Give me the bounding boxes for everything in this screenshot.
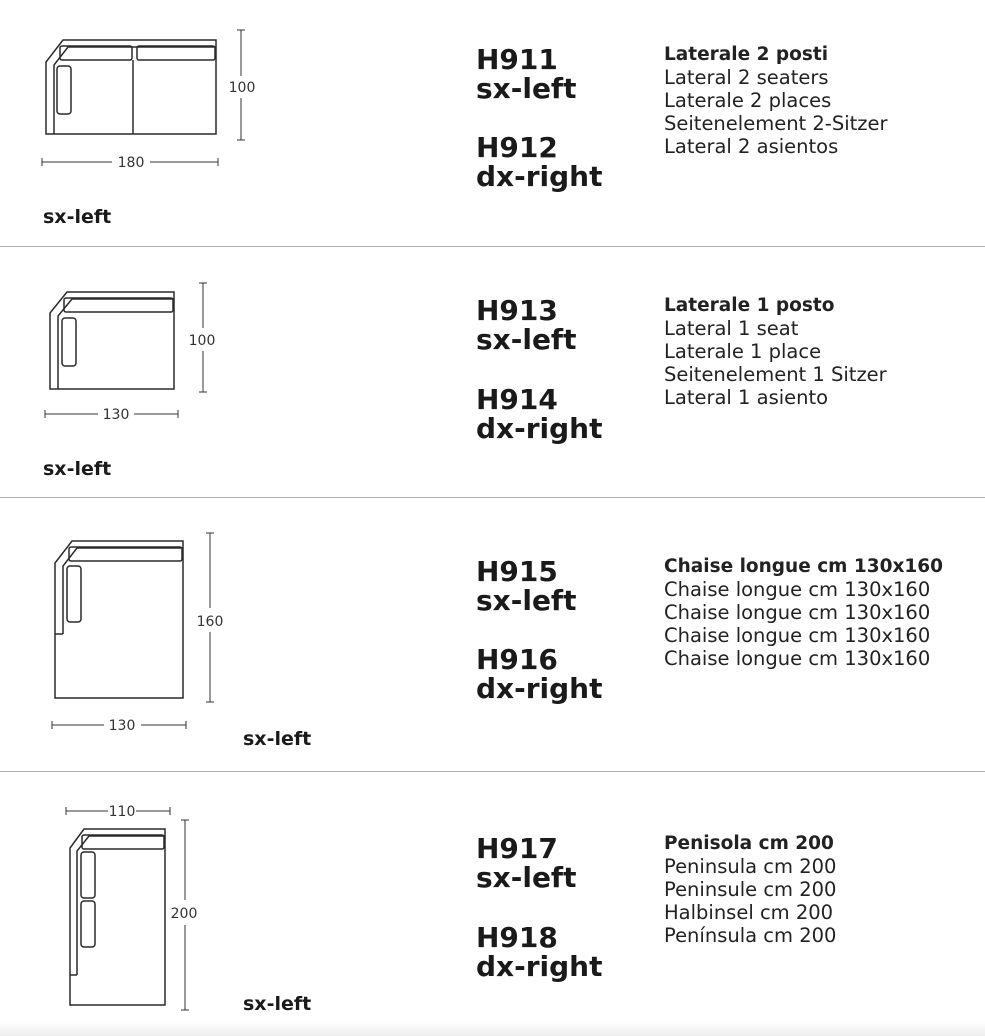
code-side: sx-left bbox=[476, 323, 577, 356]
code-number: H918 bbox=[476, 921, 558, 954]
product-code-left bbox=[476, 45, 577, 103]
product-code-left bbox=[476, 557, 577, 615]
translation-de: Seitenelement 1 Sitzer bbox=[664, 363, 887, 386]
code-side: sx-left bbox=[476, 584, 577, 617]
lateral-1-seat-drawing bbox=[50, 292, 174, 389]
depth-dimension-label: 160 bbox=[196, 614, 224, 630]
chaise-longue-drawing bbox=[55, 541, 183, 698]
translation-fr: Chaise longue cm 130x160 bbox=[664, 601, 931, 624]
depth-dimension-label: 200 bbox=[170, 906, 198, 922]
product-code-right bbox=[476, 385, 603, 443]
code-number: H911 bbox=[476, 43, 558, 76]
translation-en: Lateral 1 seat bbox=[664, 317, 799, 340]
page-bottom-edge bbox=[0, 1022, 985, 1036]
product-description bbox=[664, 832, 836, 947]
code-side: sx-left bbox=[476, 861, 577, 894]
translation-es: Lateral 2 asientos bbox=[664, 135, 839, 158]
code-number: H915 bbox=[476, 555, 558, 588]
side-label: sx-left bbox=[243, 993, 312, 1015]
code-number: H914 bbox=[476, 383, 558, 416]
code-side: sx-left bbox=[476, 72, 577, 105]
code-side: dx-right bbox=[476, 160, 603, 193]
translation-es: Lateral 1 asiento bbox=[664, 386, 829, 409]
translation-fr: Laterale 1 place bbox=[664, 340, 822, 363]
product-title: Laterale 1 posto bbox=[664, 295, 835, 316]
product-description bbox=[664, 294, 887, 409]
product-code-right bbox=[476, 133, 603, 191]
translation-en: Peninsula cm 200 bbox=[664, 855, 837, 878]
product-description bbox=[664, 43, 888, 158]
code-number: H917 bbox=[476, 832, 558, 865]
lateral-2-seater-drawing bbox=[46, 40, 216, 134]
depth-dimension-label: 100 bbox=[188, 333, 216, 349]
translation-de: Chaise longue cm 130x160 bbox=[664, 624, 931, 647]
product-code-left bbox=[476, 834, 577, 892]
translation-fr: Laterale 2 places bbox=[664, 89, 832, 112]
product-title: Laterale 2 posti bbox=[664, 44, 829, 65]
translation-en: Lateral 2 seaters bbox=[664, 66, 829, 89]
product-code-right bbox=[476, 923, 603, 981]
product-description bbox=[664, 555, 943, 670]
side-label: sx-left bbox=[243, 728, 312, 750]
product-title: Chaise longue cm 130x160 bbox=[664, 556, 944, 577]
depth-dimension-label: 100 bbox=[228, 80, 256, 96]
product-code-left bbox=[476, 296, 577, 354]
width-dimension-label: 130 bbox=[102, 407, 130, 423]
width-dimension-label: 110 bbox=[108, 804, 136, 820]
code-number: H913 bbox=[476, 294, 558, 327]
side-label: sx-left bbox=[43, 206, 112, 228]
code-number: H912 bbox=[476, 131, 558, 164]
peninsula-drawing bbox=[70, 829, 165, 1005]
width-dimension-label: 180 bbox=[117, 155, 145, 171]
code-number: H916 bbox=[476, 643, 558, 676]
translation-de: Halbinsel cm 200 bbox=[664, 901, 834, 924]
translation-de: Seitenelement 2-Sitzer bbox=[664, 112, 888, 135]
width-dimension-label: 130 bbox=[108, 718, 136, 734]
translation-en: Chaise longue cm 130x160 bbox=[664, 578, 931, 601]
product-code-right bbox=[476, 645, 603, 703]
code-side: dx-right bbox=[476, 950, 603, 983]
side-label: sx-left bbox=[43, 458, 112, 480]
translation-es: Península cm 200 bbox=[664, 924, 837, 947]
code-side: dx-right bbox=[476, 412, 603, 445]
translation-es: Chaise longue cm 130x160 bbox=[664, 647, 931, 670]
translation-fr: Peninsule cm 200 bbox=[664, 878, 837, 901]
code-side: dx-right bbox=[476, 672, 603, 705]
product-title: Penisola cm 200 bbox=[664, 833, 834, 854]
